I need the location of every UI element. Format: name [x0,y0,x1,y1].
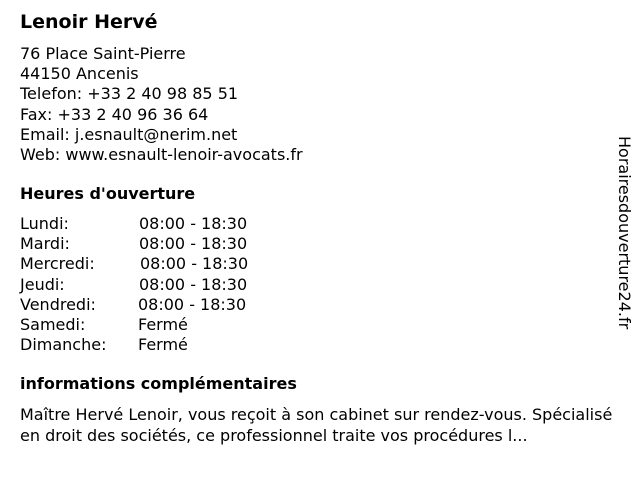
day-hours: 08:00 - 18:30 [139,214,248,233]
hours-row-mardi [20,234,320,254]
fax-label: Fax: [20,104,53,124]
hours-row-jeudi [20,275,320,295]
web-link[interactable]: www.esnault-lenoir-avocats.fr [65,145,303,165]
phone-line [20,84,303,104]
day-hours: 08:00 - 18:30 [139,234,248,254]
day-hours: Fermé [138,335,188,355]
day-hours: 08:00 - 18:30 [140,254,249,274]
day-label: Mardi: [20,234,70,254]
site-watermark: Horairesdouverture24.fr [615,136,634,330]
day-label: Lundi: [20,214,69,233]
fax-number: +33 2 40 96 36 64 [57,104,209,124]
description-text: Maître Hervé Lenoir, vous reçoit à son cabinet sur rendez-vous. Spécialisé en droit des sociétés, ce professionnel traite vos procédures l... [20,405,613,445]
business-name: Lenoir Hervé [20,11,158,33]
info-heading: informations complémentaires [20,374,297,393]
address-street: 76 Place Saint-Pierre [20,44,186,63]
hours-row-dimanche [20,335,320,355]
day-hours: 08:00 - 18:30 [139,274,248,294]
hours-row-samedi [20,315,320,335]
web-label: Web: [20,145,61,165]
hours-row-vendredi [20,295,320,315]
address-city: 44150 Ancenis [20,64,139,84]
contact-block [20,44,303,165]
fax-line [20,105,303,125]
email-label: Email: [20,124,70,144]
day-label: Jeudi: [20,274,65,294]
email-line [20,125,303,145]
email-link[interactable]: j.esnault@nerim.net [74,124,238,144]
hours-row-lundi [20,214,320,234]
hours-table [20,214,320,355]
hours-heading: Heures d'ouverture [20,184,196,203]
day-label: Mercredi: [20,254,95,274]
day-hours: 08:00 - 18:30 [138,294,247,314]
web-line [20,145,303,165]
hours-row-mercredi [20,254,320,274]
day-label: Vendredi: [20,294,96,314]
day-label: Samedi: [20,314,86,334]
phone-link[interactable]: +33 2 40 98 85 51 [87,84,239,104]
day-hours: Fermé [138,314,188,334]
day-label: Dimanche: [20,335,107,355]
phone-label: Telefon: [20,84,83,104]
